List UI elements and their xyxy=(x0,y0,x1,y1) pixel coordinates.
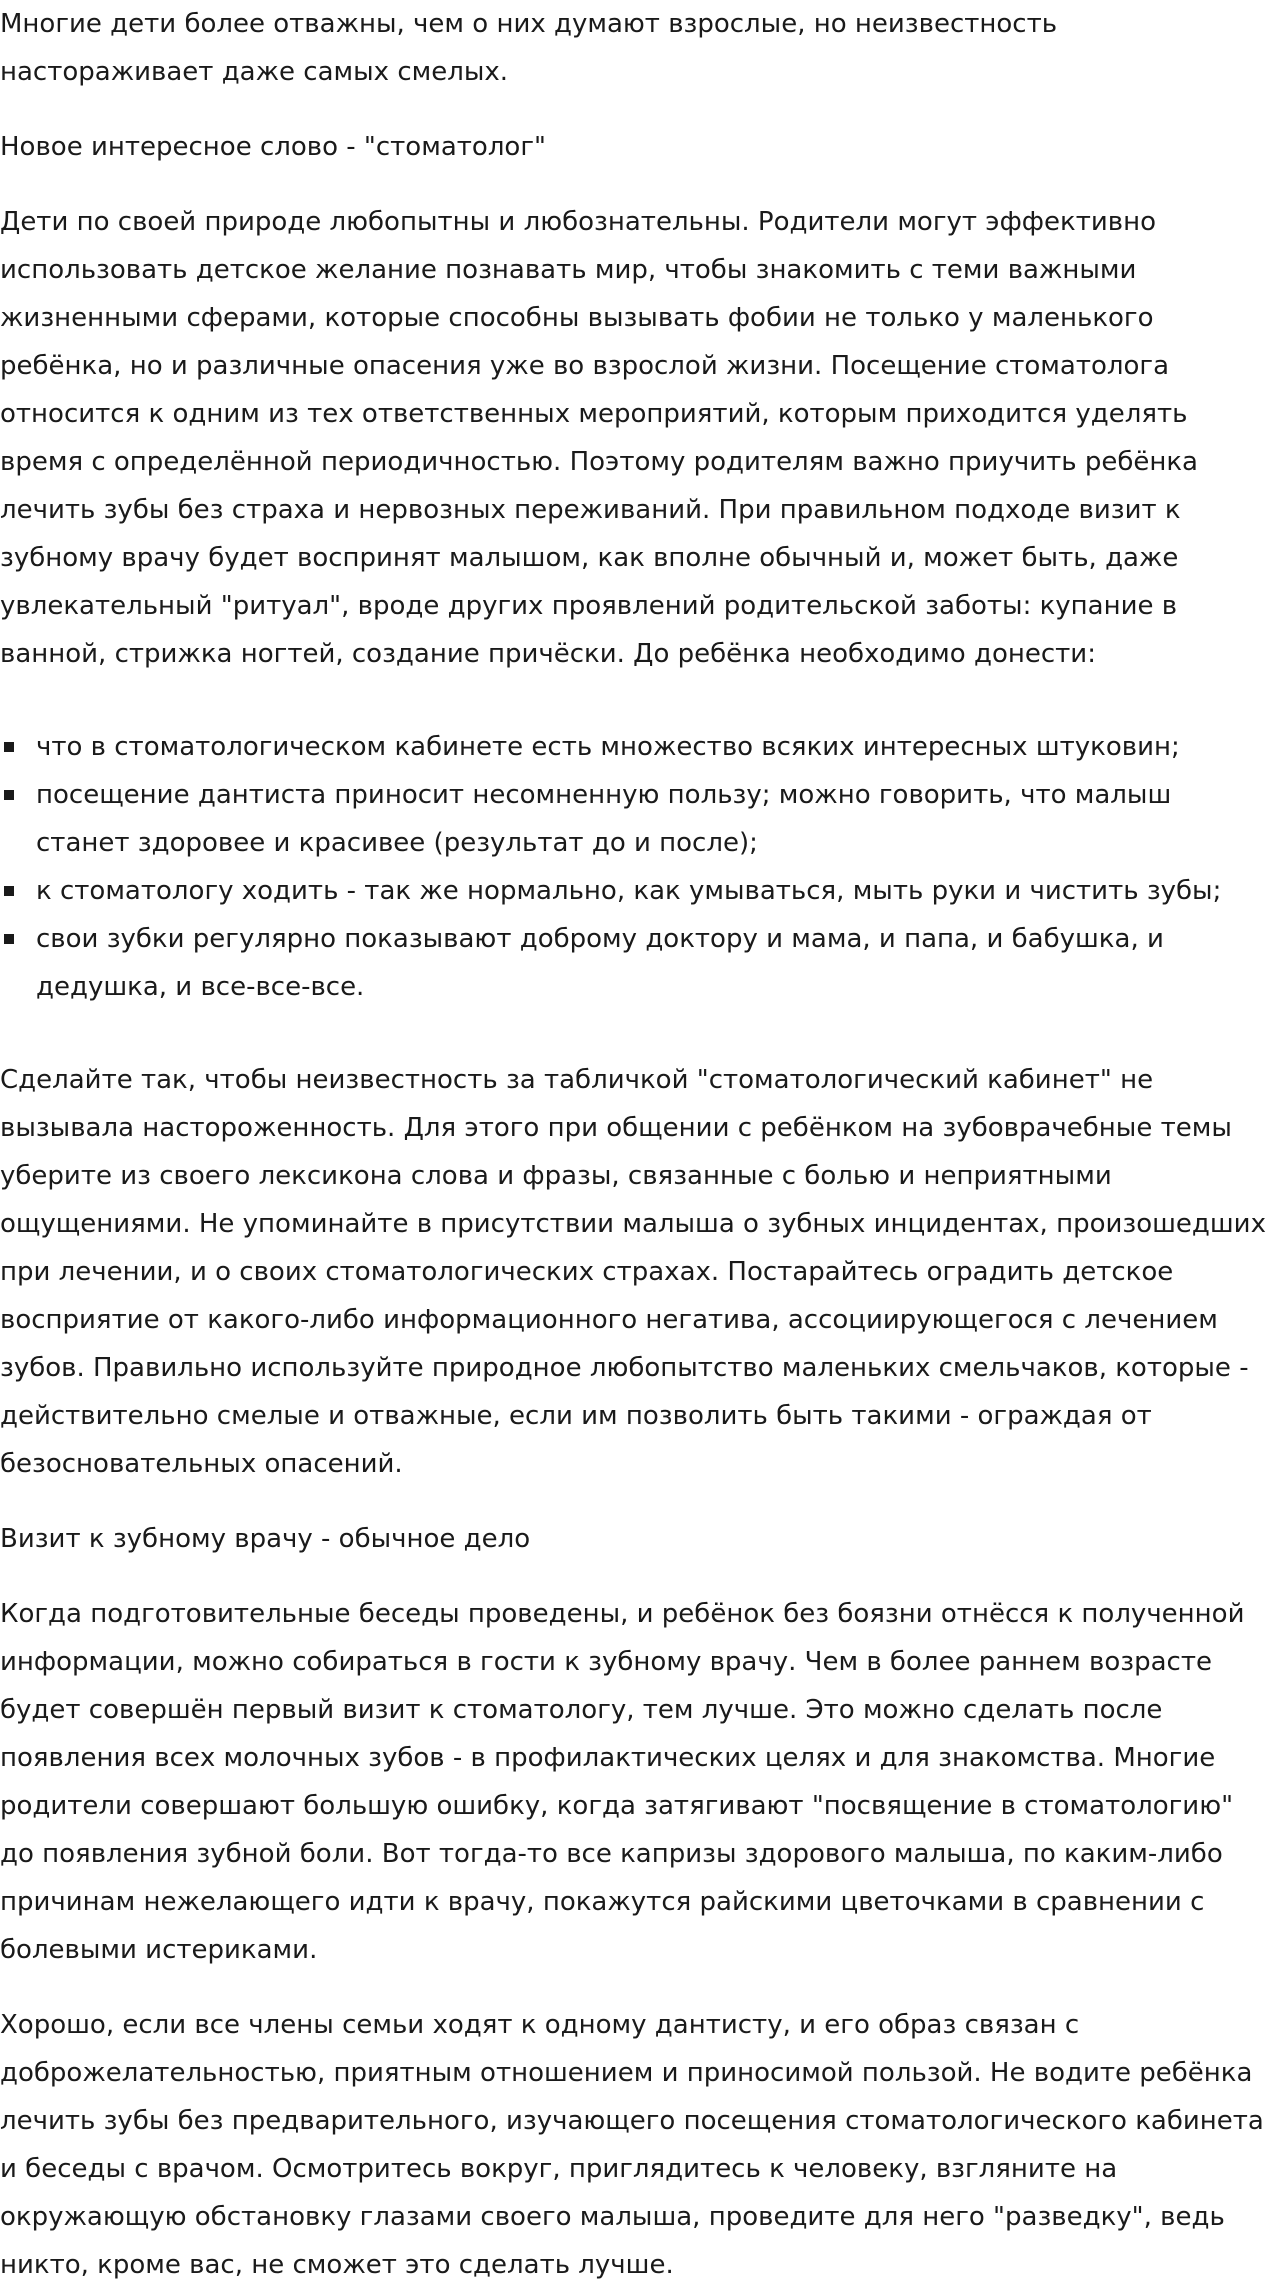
list-item: к стоматологу ходить - так же нормально, как умываться, мыть руки и чистить зубы; xyxy=(0,867,1270,915)
list-item: что в стоматологическом кабинете есть множество всяких интересных штуковин; xyxy=(0,723,1270,771)
paragraph-unknown: Сделайте так, чтобы неизвестность за табличкой "стоматологический кабинет" не вызывала настороженность. Для этого при общении с ребёнком на зубоврачебные темы уберите из своего лексикона слова и фразы, связанные с болью и неприятными ощущениями. Не упоминайте в присутствии малыша о зубных инцидентах, произошедших при лечении, и о своих стоматологических страхах. Постарайтесь оградить детское восприятие от какого-либо информационного негатива, ассоциирующегося с лечением зубов. Правильно используйте природное любопытство маленьких смельчаков, которые - действительно смелые и отважные, если им позволить быть такими - ограждая от безосновательных опасений. xyxy=(0,1065,1266,1479)
section-heading-visit: Визит к зубному врачу - обычное дело xyxy=(0,1524,531,1554)
paragraph-first-visit: Когда подготовительные беседы проведены, и ребёнок без боязни отнёсся к полученной информации, можно собираться в гости к зубному врачу. Чем в более раннем возрасте будет совершён первый визит к стоматологу, тем лучше. Это можно сделать после появления всех молочных зубов - в профилактических целях и для знакомства. Многие родители совершают большую ошибку, когда затягивают "посвящение в стоматологию" до появления зубной боли. Вот тогда-то все капризы здорового малыша, по каким-либо причинам нежелающего идти к врачу, покажутся райскими цветочками в сравнении с болевыми истериками. xyxy=(0,1599,1245,1965)
list-item: свои зубки регулярно показывают доброму доктору и мама, и папа, и бабушка, и дедушка, и все-все-все. xyxy=(0,915,1270,1011)
list-item: посещение дантиста приносит несомненную пользу; можно говорить, что малыш станет здоровее и красивее (результат до и после); xyxy=(0,771,1270,867)
bullet-list xyxy=(0,723,1270,1011)
section-heading-new-word: Новое интересное слово - "стоматолог" xyxy=(0,132,546,162)
intro-paragraph: Многие дети более отважны, чем о них думают взрослые, но неизвестность настораживает даже самых смелых. xyxy=(0,9,1058,87)
paragraph-curiosity: Дети по своей природе любопытны и любознательны. Родители могут эффективно использовать детское желание познавать мир, чтобы знакомить с теми важными жизненными сферами, которые способны вызывать фобии не только у маленького ребёнка, но и различные опасения уже во взрослой жизни. Посещение стоматолога относится к одним из тех ответственных мероприятий, которым приходится уделять время с определённой периодичностью. Поэтому родителям важно приучить ребёнка лечить зубы без страха и нервозных переживаний. При правильном подходе визит к зубному врачу будет воспринят малышом, как вполне обычный и, может быть, даже увлекательный "ритуал", вроде других проявлений родительской заботы: купание в ванной, стрижка ногтей, создание причёски. До ребёнка необходимо донести: xyxy=(0,207,1198,669)
paragraph-family-dentist: Хорошо, если все члены семьи ходят к одному дантисту, и его образ связан с доброжелательностью, приятным отношением и приносимой пользой. Не водите ребёнка лечить зубы без предварительного, изучающего посещения стоматологического кабинета и беседы с врачом. Осмотритесь вокруг, приглядитесь к человеку, взгляните на окружающую обстановку глазами своего малыша, проведите для него "разведку", ведь никто, кроме вас, не сможет это сделать лучше. xyxy=(0,2010,1264,2280)
